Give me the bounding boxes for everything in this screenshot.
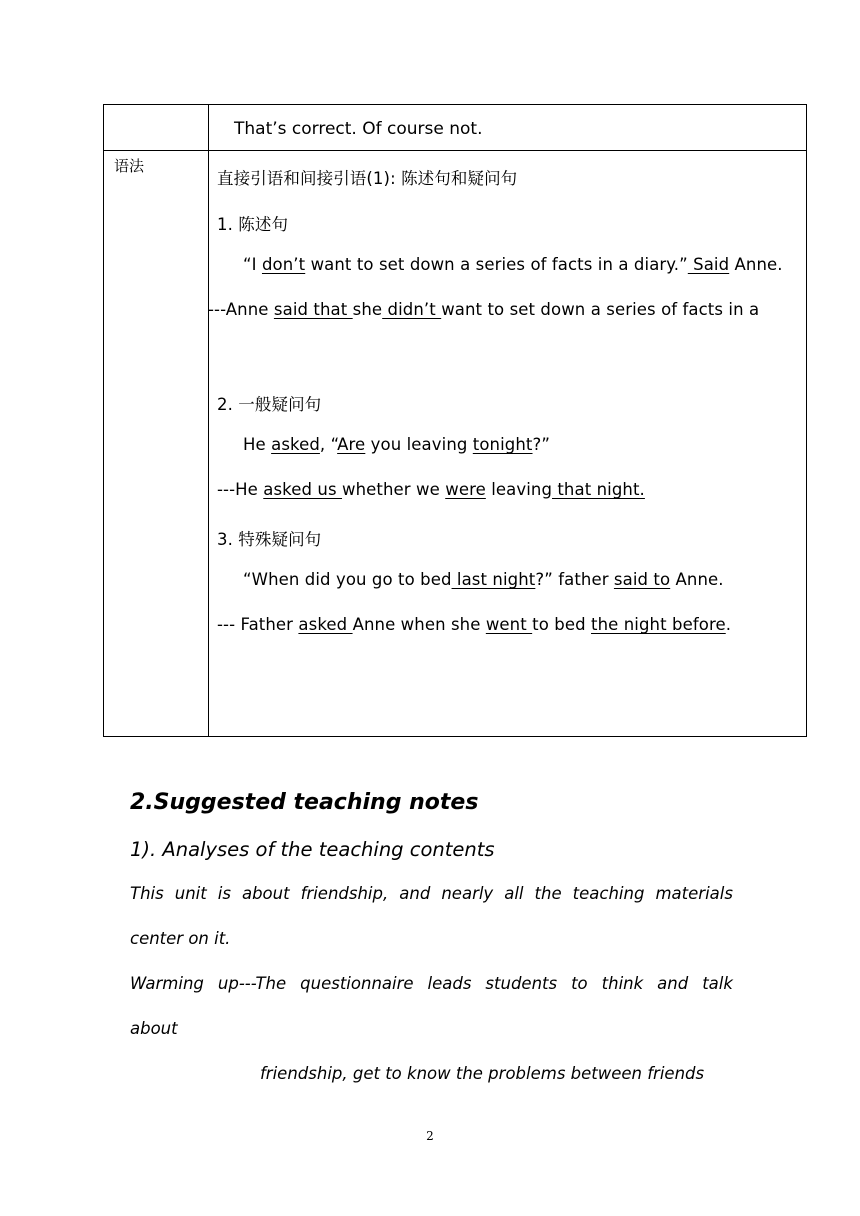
table-row-divider — [104, 150, 806, 151]
wh-reported-speech: --- Father asked Anne when she went to bed the night before. — [217, 615, 732, 634]
section-title-statement: 1. 陈述句 — [217, 215, 289, 234]
paragraph1-line1: This unit is about friendship, and nearly all the teaching materials — [130, 884, 733, 903]
paragraph1-line2: center on it. — [130, 929, 231, 948]
grammar-label: 语法 — [114, 157, 145, 175]
section-heading: 2.Suggested teaching notes — [130, 790, 479, 815]
subsection-heading: 1). Analyses of the teaching contents — [130, 838, 495, 861]
section-title-wh-question: 3. 特殊疑问句 — [217, 530, 322, 549]
paragraph2-line1: Warming up---The questionnaire leads students to think and talk — [130, 974, 733, 993]
grammar-heading: 直接引语和间接引语(1): 陈述句和疑问句 — [217, 169, 518, 188]
row1-content: That’s correct. Of course not. — [234, 119, 483, 139]
grammar-table — [103, 104, 807, 737]
table-column-divider — [208, 105, 209, 736]
statement-reported-speech: ---Anne said that she didn’t want to set down a series of facts in a — [208, 300, 760, 319]
paragraph2-line3: friendship, get to know the problems between friends — [260, 1064, 705, 1083]
section-title-yes-no-question: 2. 一般疑问句 — [217, 395, 322, 414]
wh-direct-speech: “When did you go to bed last night?” father said to Anne. — [243, 570, 724, 589]
page-number: 2 — [426, 1129, 434, 1143]
paragraph2-line2: about — [130, 1019, 178, 1038]
yes-no-direct-speech: He asked, “Are you leaving tonight?” — [243, 435, 551, 454]
statement-direct-speech: “I don’t want to set down a series of facts in a diary.” Said Anne. — [243, 255, 783, 274]
yes-no-reported-speech: ---He asked us whether we were leaving that night. — [217, 480, 645, 499]
